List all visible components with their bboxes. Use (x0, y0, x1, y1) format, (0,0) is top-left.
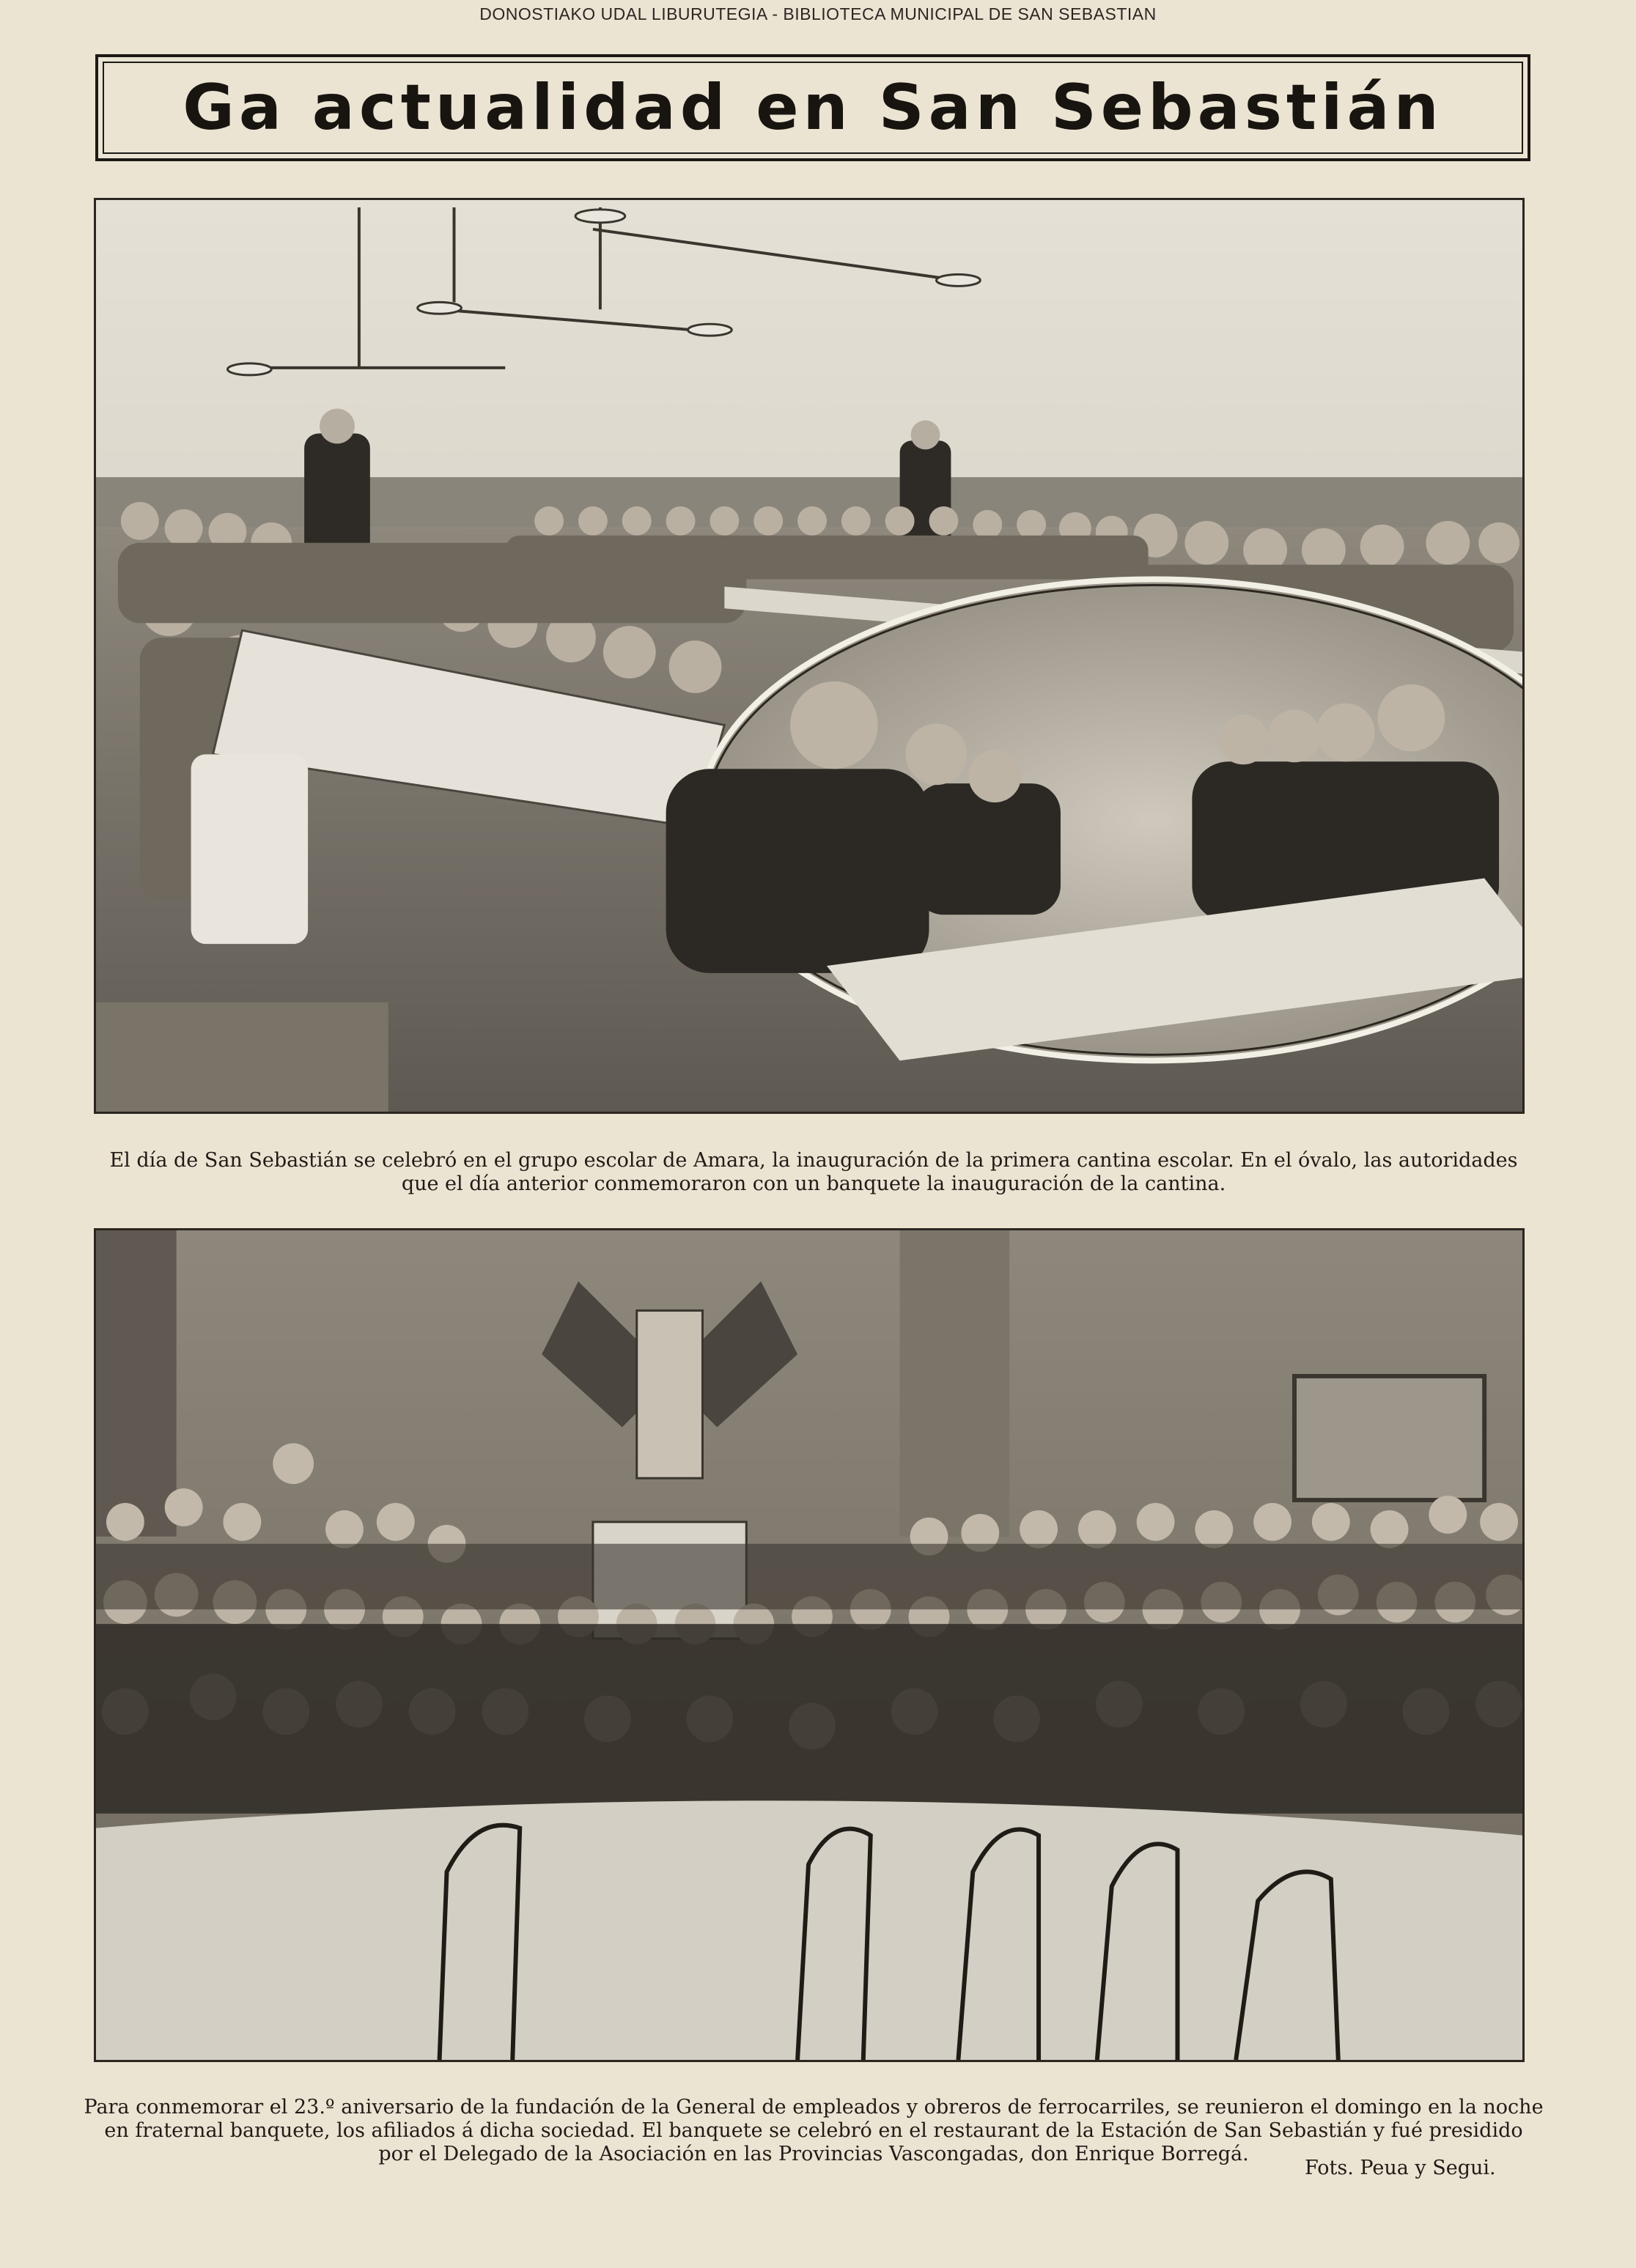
caption-line: Para conmemorar el 23.º aniversario de la fundación de la General de empleados y obreros de ferrocarriles, se reunieron el domingo en la noche (84, 2096, 1544, 2119)
caption-line: en fraternal banquete, los afiliados á dicha sociedad. El banquete se celebró en el restaurant de la Estación de San Sebastián y fué presidido (104, 2119, 1523, 2142)
railway-banquet-caption (81, 2096, 1547, 2166)
school-canteen-caption (81, 1149, 1547, 1196)
railway-banquet-image (96, 1230, 1522, 2060)
caption-line: El día de San Sebastián se celebró en el grupo escolar de Amara, la inauguración de la primera cantina escolar. En el óvalo, las autoridades (109, 1149, 1518, 1172)
railway-banquet-photo (94, 1228, 1525, 2062)
title-box (95, 54, 1530, 161)
photo-credit: Fots. Peua y Segui. (1305, 2157, 1496, 2179)
library-header: DONOSTIAKO UDAL LIBURUTEGIA - BIBLIOTECA MUNICIPAL DE SAN SEBASTIAN (479, 4, 1157, 23)
page-title: Ga actualidad en San Sebastián (183, 71, 1443, 144)
school-canteen-image (96, 200, 1522, 1112)
school-canteen-photo (94, 198, 1525, 1114)
caption-line: que el día anterior conmemoraron con un banquete la inauguración de la cantina. (401, 1172, 1226, 1195)
caption-line: por el Delegado de la Asociación en las Provincias Vascongadas, don Enrique Borregá. (378, 2143, 1249, 2165)
